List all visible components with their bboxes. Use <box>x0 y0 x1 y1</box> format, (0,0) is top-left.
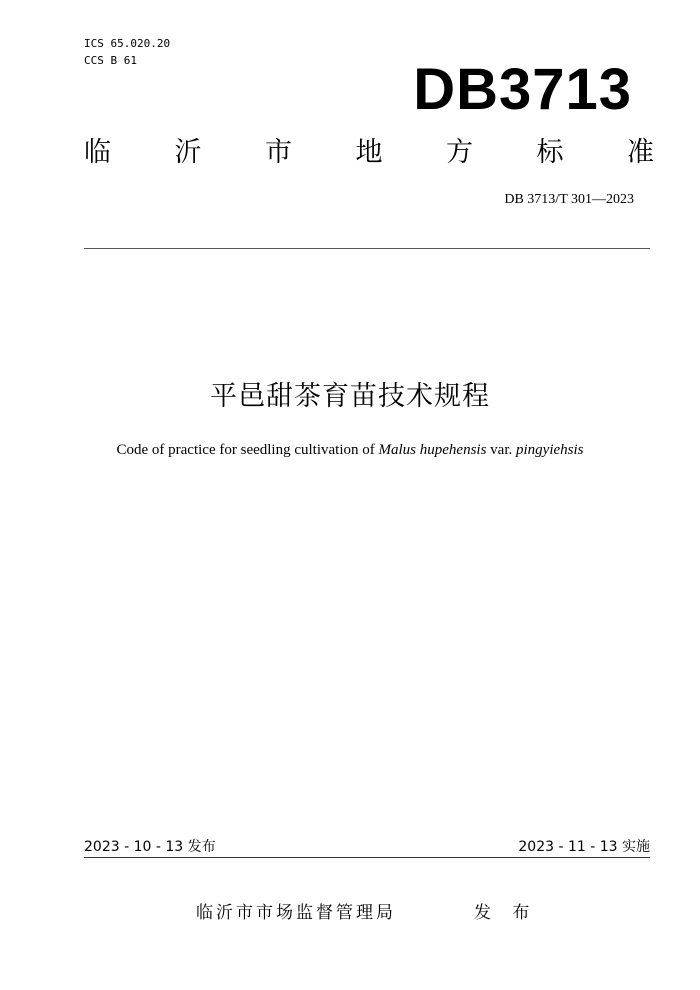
standard-type-char: 市 <box>265 137 292 168</box>
title-english-part: Code of practice for seedling cultivation of <box>116 442 379 458</box>
title-english-variety: pingyiehsis <box>516 442 584 458</box>
issuing-authority: 临沂市市场监督管理局 <box>196 903 396 923</box>
standard-type-char: 方 <box>446 137 473 168</box>
issue-date: 2023 - 10 - 13 发布 <box>84 839 216 855</box>
standard-type-char: 标 <box>536 137 564 168</box>
standard-number: DB 3713/T 301—2023 <box>504 192 634 207</box>
ccs-code: CCS B 61 <box>84 54 137 67</box>
db-logo: DB3713 <box>413 57 632 122</box>
title-english-species: Malus hupehensis <box>378 442 487 458</box>
standard-type-char: 沂 <box>174 137 202 168</box>
issue-label: 发 布 <box>474 903 538 923</box>
title-english-part: var. <box>486 442 516 458</box>
standard-type-char: 地 <box>355 137 383 168</box>
standard-type-char: 临 <box>84 137 111 168</box>
title-english <box>0 440 700 460</box>
standard-type-char: 准 <box>627 137 654 168</box>
title-chinese: 平邑甜茶育苗技术规程 <box>210 381 490 412</box>
top-divider <box>84 248 650 249</box>
implementation-date: 2023 - 11 - 13 实施 <box>518 839 650 855</box>
bottom-divider <box>84 857 650 858</box>
ics-code: ICS 65.020.20 <box>84 37 171 50</box>
standard-type <box>84 136 654 170</box>
